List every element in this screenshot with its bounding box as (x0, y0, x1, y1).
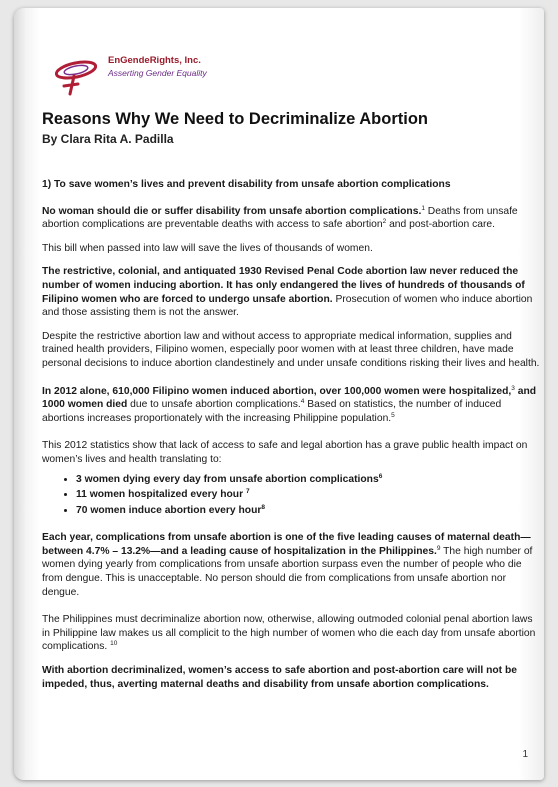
section-heading: 1) To save women’s lives and prevent disability from unsafe abortion complications (42, 179, 451, 190)
bold-text: and 1000 women died (42, 385, 537, 411)
footnote-ref: 7 (245, 488, 250, 496)
statistics-list (42, 473, 542, 518)
footnote-ref: 9 (436, 544, 441, 552)
paragraph-2: This bill when passed into law will save the lives of thousands of women. (42, 242, 373, 254)
paragraph-6: This 2012 statistics show that lack of access to safe and legal abortion has a grave public health impact on women’s lives and health translating to: (42, 440, 528, 465)
footnote-ref: 5 (391, 411, 395, 419)
footnote-ref: 4 (300, 398, 305, 406)
body-text: and post-abortion care. (386, 219, 495, 231)
bold-text: Each year, complications from unsafe abortion is one of the five leading causes of maternal death—between 4.7% – 13.2%—and a leading cause of hospitalization in the Philippines. (42, 532, 531, 557)
list-item: • 11 women hospitalized every hour $^7$ (76, 488, 542, 502)
paragraph-8 (42, 613, 542, 654)
body-text: Based on statistics, the number of induced abortions increases proportionately with the increasing Philippine population. (42, 399, 502, 424)
footnote-ref: 6 (378, 472, 383, 480)
paragraph-1 (42, 205, 542, 232)
bold-text: The restrictive, colonial, and antiquated 1930 Revised Penal Code abortion law never reduced the number of women inducing abortion. It has only endangered the lives of hundreds of thousands of Filipino women who are forced to undergo unsafe abortion. (42, 266, 525, 305)
document-author: By Clara Rita A. Padilla (42, 132, 174, 146)
body-text: The high number of women dying yearly from complications from unsafe abortion surpass even the number of people who die from dengue. This is unacceptable. No person should die from complications from unsafe abortion nor dengue. (42, 545, 533, 598)
paragraph-7 (42, 531, 542, 599)
page-number: 1 (522, 749, 528, 760)
document-title: Reasons Why We Need to Decriminalize Abortion (42, 110, 428, 128)
footnote-ref: 2 (382, 218, 387, 226)
body-text: The Philippines must decriminalize abortion now, otherwise, allowing outmoded colonial penal abortion laws in Philippine law makes us all complicit to the high number of women who die each day from unsafe abortion complications. (42, 614, 536, 653)
list-item: • 70 women induce abortion every hour$^8$ (76, 504, 542, 518)
body-text: due to unsafe abortion complications. (127, 399, 301, 411)
bold-text: No woman should die or suffer disability from unsafe abortion complications. (42, 205, 422, 217)
bold-text: With abortion decriminalized, women’s access to safe abortion and post-abortion care will not be impeded, thus, averting maternal deaths and disability from unsafe abortion complications. (42, 665, 517, 690)
paragraph-4: Despite the restrictive abortion law and without access to appropriate medical information, supplies and trained health providers, Filipino women, especially poor women with at least three children, have made personal decisions to induce abortion clandestinely and under unsafe conditions risking their lives and health. (42, 330, 540, 369)
org-name: EnGendeRights, Inc. (108, 55, 201, 66)
paragraph-9 (42, 664, 542, 691)
document-page (14, 8, 544, 780)
venus-symbol-icon (46, 52, 102, 98)
footnote-ref: 10 (110, 640, 118, 648)
bold-text: In 2012 alone, 610,000 Filipino women induced abortion, over 100,000 women were hospitalized, (42, 385, 512, 397)
org-tagline: Asserting Gender Equality (108, 68, 207, 78)
list-item: • 3 women dying every day from unsafe abortion complications$^6$ (76, 473, 542, 487)
footnote-ref: 1 (421, 204, 425, 212)
document-body (42, 178, 542, 701)
footnote-ref: 8 (261, 503, 266, 511)
body-text: Prosecution of women who induce abortion and those assisting them is not the answer. (42, 293, 533, 319)
paragraph-3 (42, 265, 542, 319)
footnote-ref: 3 (511, 384, 515, 392)
paragraph-5 (42, 385, 542, 426)
body-text: Deaths from unsafe abortion complications are preventable deaths with access to safe abortion (42, 205, 518, 231)
engenderights-logo (46, 52, 236, 98)
